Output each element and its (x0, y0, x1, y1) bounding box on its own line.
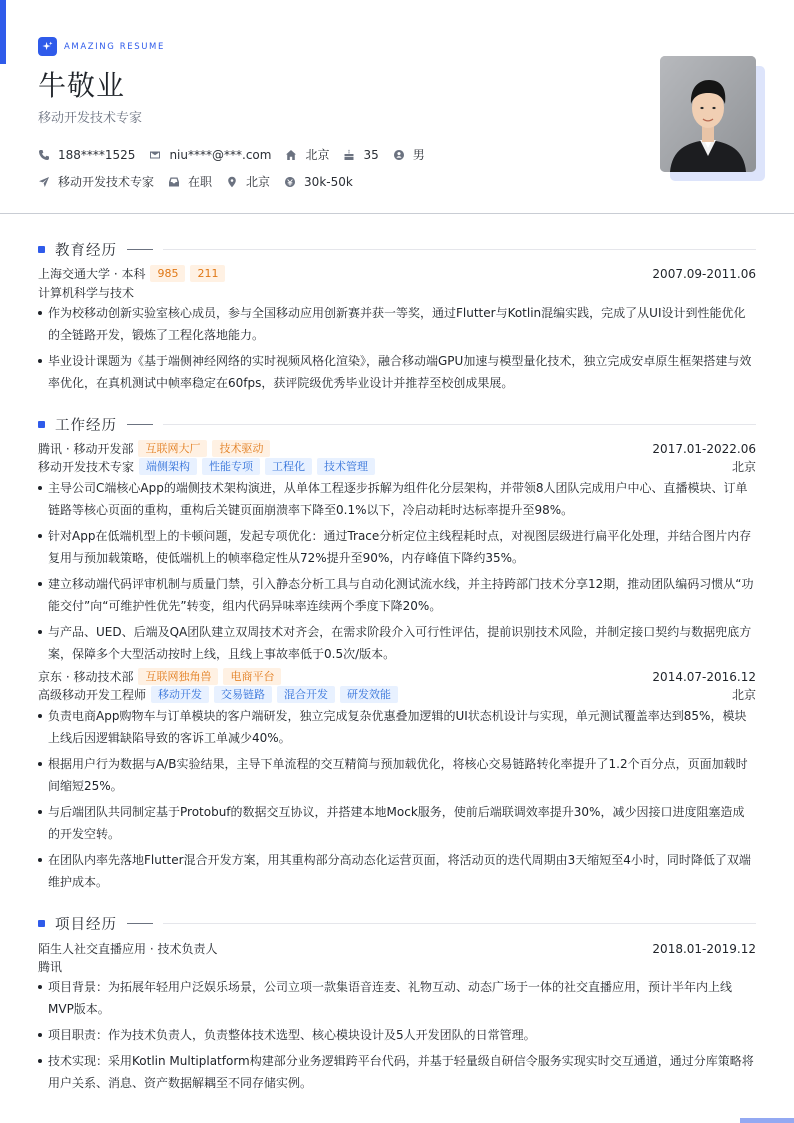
phone-item (38, 148, 135, 162)
education-header (38, 265, 756, 282)
education-major-row (38, 284, 756, 301)
job-location: 北京 (731, 688, 756, 702)
school-name: 上海交通大学 · 本科 (38, 267, 146, 281)
job-header (38, 440, 756, 457)
title-dash (127, 923, 153, 924)
age-value: 35 (363, 147, 379, 162)
school-tag: 211 (190, 265, 225, 282)
city-item (226, 173, 270, 190)
section-marker-icon (38, 920, 45, 927)
education-bullet: 作为校移动创新实验室核心成员，参与全国移动应用创新赛并获一等奖，通过Flutter与Kotlin混编实践，完成了从UI设计到性能优化的全链路开发，锻炼了工程化落地能力。 (38, 302, 756, 346)
job-bullet: 针对App在低端机型上的卡顿问题，发起专项优化：通过Trace分析定位主线程耗时点，对视图层级进行扁平化处理，并结合图片内存复用与预加载策略，使低端机上的帧率稳定性从72%提升至90%，内存峰值下降约35%。 (38, 525, 756, 569)
intent-row (38, 173, 367, 190)
email-value: niu****@***.com (169, 147, 272, 162)
email-item (149, 148, 271, 162)
project-bullet: 技术实现：采用Kotlin Multiplatform构建部分业务逻辑跨平台代码，并基于轻量级自研信令服务实现实时交互通道，通过分库策略将用户关系、消息、资产数据解耦至不同存储实例。 (38, 1050, 756, 1094)
job-bullet: 主导公司C端核心App的端侧技术架构演进，从单体工程逐步拆解为组件化分层架构，并带领8人团队完成用户中心、直播模块、订单链路等核心页面的重构，重构后关键页面崩溃率下降至0.1%以下，冷启动耗时达标率提升至98%。 (38, 477, 756, 521)
title-dash (127, 424, 153, 425)
project-bullet: 项目背景：为拓展年轻用户泛娱乐场景，公司立项一款集语音连麦、礼物互动、动态广场于一体的社交直播应用，预计半年内上线MVP版本。 (38, 976, 756, 1020)
title-rule (163, 249, 756, 250)
salary-item (284, 175, 353, 189)
job-date: 2017.01-2022.06 (652, 441, 756, 456)
section-marker-icon (38, 246, 45, 253)
hometown-value: 北京 (305, 148, 330, 162)
project-section-title (38, 913, 756, 934)
location-pin-icon (226, 176, 238, 188)
status-item (168, 173, 212, 190)
resume-header (0, 0, 794, 214)
skill-tag: 性能专项 (202, 458, 260, 475)
job-bullet: 建立移动端代码评审机制与质量门禁，引入静态分析工具与自动化测试流水线，并主持跨部门技术分享12期，推动团队编码习惯从“功能交付”向“可维护性优先”转变，组内代码异味率连续两个季度下降20%。 (38, 573, 756, 617)
project-header (38, 940, 756, 957)
project-company: 腾讯 (38, 960, 63, 974)
job-bullet: 与产品、UED、后端及QA团队建立双周技术对齐会，在需求阶段介入可行性评估，提前识别技术风险，并制定接口契约与数据兜底方案，保障多个大型活动按时上线，且线上事故率低于0.5次/版本。 (38, 621, 756, 665)
job-location: 北京 (731, 460, 756, 474)
company-tag: 技术驱动 (212, 440, 270, 457)
age-item (343, 148, 378, 162)
salary-value: 30k-50k (304, 174, 353, 189)
title-rule (163, 923, 756, 924)
education-date: 2007.09-2011.06 (652, 266, 756, 281)
phone-icon (38, 149, 50, 161)
skill-tag: 混合开发 (277, 686, 335, 703)
gender-value: 男 (412, 148, 425, 162)
sparkle-icon (38, 37, 57, 56)
job-role: 移动开发技术专家 (38, 460, 135, 474)
contact-row (38, 146, 439, 163)
section-marker-icon (38, 421, 45, 428)
job-header (38, 668, 756, 685)
inbox-icon (168, 176, 180, 188)
company-tag: 电商平台 (223, 668, 281, 685)
candidate-title: 移动开发技术专家 (38, 111, 143, 126)
job-role-row (38, 458, 756, 475)
skill-tag: 研发效能 (340, 686, 398, 703)
section-title-text: 教育经历 (55, 243, 117, 259)
job-bullet: 根据用户行为数据与A/B实验结果，主导下单流程的交互精简与预加载优化，将核心交易链路转化率提升了1.2个百分点，页面加载时间缩短25%。 (38, 753, 756, 797)
section-title-text: 项目经历 (55, 917, 117, 933)
candidate-name: 牛敬业 (38, 69, 126, 102)
project-bullet: 项目职责：作为技术负责人，负责整体技术选型、核心模块设计及5人开发团队的日常管理。 (38, 1024, 756, 1046)
hometown-item (285, 146, 329, 163)
intent-value: 移动开发技术专家 (58, 175, 155, 189)
job-role-row (38, 686, 756, 703)
company-name: 京东 · 移动技术部 (38, 670, 134, 684)
project-company-row (38, 958, 756, 975)
status-value: 在职 (188, 175, 213, 189)
company-tag: 互联网大厂 (138, 440, 207, 457)
section-title-text: 工作经历 (55, 418, 117, 434)
brand (38, 37, 165, 56)
phone-value: 188****1525 (58, 147, 136, 162)
skill-tag: 技术管理 (317, 458, 375, 475)
skill-tag: 移动开发 (151, 686, 209, 703)
company-tag: 互联网独角兽 (138, 668, 218, 685)
bottom-accent-bar (740, 1118, 794, 1123)
school-tag: 985 (150, 265, 185, 282)
user-circle-icon (393, 149, 405, 161)
brand-label: AMAZING RESUME (64, 41, 165, 52)
city-value: 北京 (246, 175, 271, 189)
major: 计算机科学与技术 (38, 286, 135, 300)
work-section-title (38, 414, 756, 435)
skill-tag: 端侧架构 (139, 458, 197, 475)
job-role: 高级移动开发工程师 (38, 688, 147, 702)
job-bullet: 与后端团队共同制定基于Protobuf的数据交互协议，并搭建本地Mock服务，使前后端联调效率提升30%，减少因接口进度阻塞造成的开发空转。 (38, 801, 756, 845)
mail-icon (149, 149, 161, 161)
profile-photo (660, 56, 756, 172)
project-name: 陌生人社交直播应用 · 技术负责人 (38, 942, 218, 956)
skill-tag: 交易链路 (214, 686, 272, 703)
send-icon (38, 176, 50, 188)
company-name: 腾讯 · 移动开发部 (38, 442, 134, 456)
job-date: 2014.07-2016.12 (652, 669, 756, 684)
title-rule (163, 424, 756, 425)
skill-tag: 工程化 (265, 458, 312, 475)
intent-item (38, 173, 154, 190)
currency-icon (284, 176, 296, 188)
cake-icon (343, 149, 355, 161)
gender-item (393, 146, 425, 163)
project-date: 2018.01-2019.12 (652, 941, 756, 956)
title-dash (127, 249, 153, 250)
education-bullet: 毕业设计课题为《基于端侧神经网络的实时视频风格化渲染》，融合移动端GPU加速与模型量化技术，独立完成安卓原生框架搭建与效率优化，在真机测试中帧率稳定在60fps，获评院级优秀毕业设计并推荐至校创成果展。 (38, 350, 756, 394)
job-bullet: 负责电商App购物车与订单模块的客户端研发，独立完成复杂优惠叠加逻辑的UI状态机设计与实现，单元测试覆盖率达到85%，模块上线后因逻辑缺陷导致的客诉工单减少40%。 (38, 705, 756, 749)
education-section-title (38, 239, 756, 260)
home-icon (285, 149, 297, 161)
job-bullet: 在团队内率先落地Flutter混合开发方案，用其重构部分高动态化运营页面，将活动页的迭代周期由3天缩短至4小时，同时降低了双端维护成本。 (38, 849, 756, 893)
